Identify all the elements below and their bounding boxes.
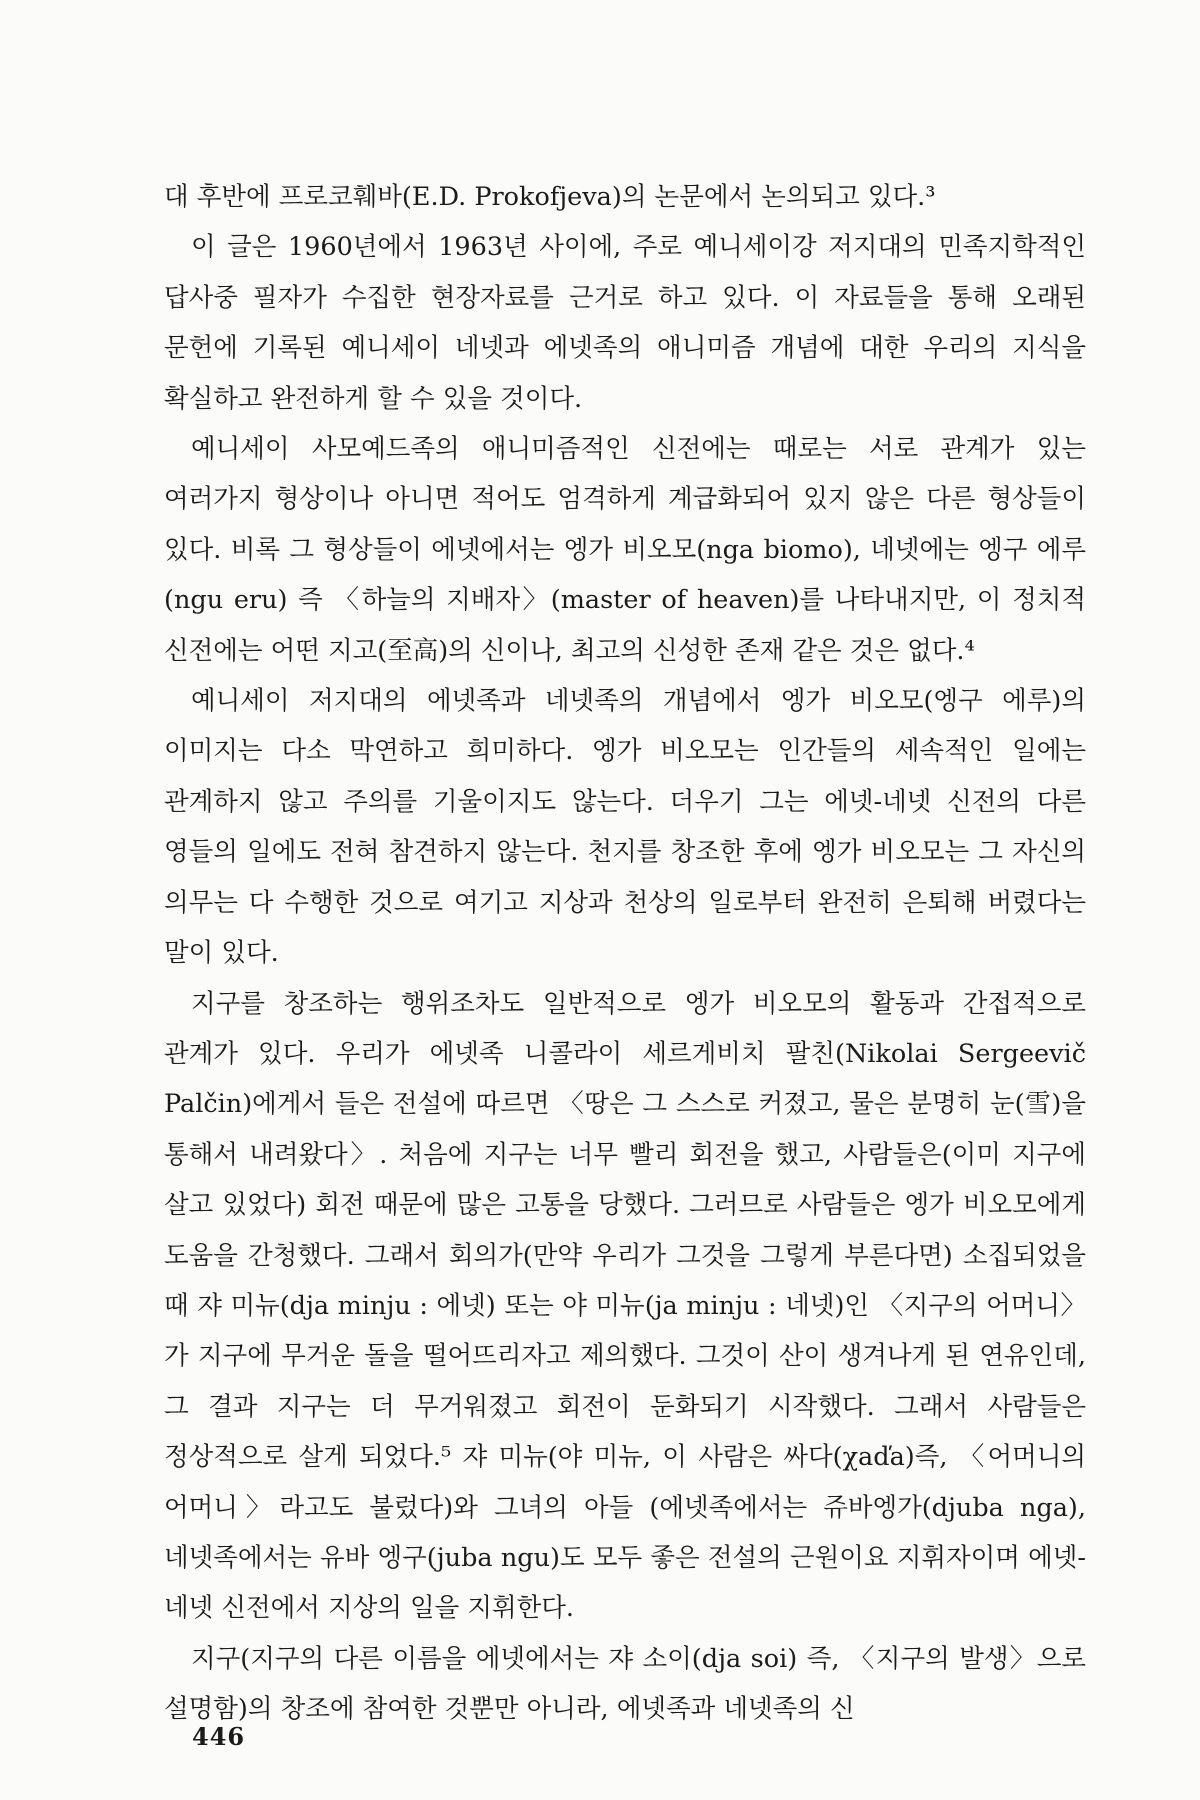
- paragraph: 이 글은 1960년에서 1963년 사이에, 주로 예니세이강 저지대의 민족지학적인 답사중 필자가 수집한 현장자료를 근거로 하고 있다. 이 자료들을 통해 오래된 문헌에 기록된 예니세이 네넷과 에넷족의 애니미즘 개념에 대한 우리의 지식을 확실하고 완전하게 할 수 있을 것이다.: [164, 232, 1086, 414]
- paragraph: 예니세이 사모예드족의 애니미즘적인 신전에는 때로는 서로 관계가 있는 여러가지 형상이나 아니면 적어도 엄격하게 계급화되어 있지 않은 다른 형상들이 있다. 비록 그 형상들이 에넷에서는 엥가 비오모(nga biomo), 네넷에는 엥구 에루(ngu eru) 즉 〈하늘의 지배자〉(master of heaven)를 나타내지만, 이 정치적 신전에는 어떤 지고(至高)의 신이나, 최고의 신성한 존재 같은 것은 없다.⁴: [164, 434, 1086, 666]
- paragraph-continuation: 대 후반에 프로코훼바(E.D. Prokofjeva)의 논문에서 논의되고 있다.³: [164, 182, 936, 212]
- paragraph: 예니세이 저지대의 에넷족과 네넷족의 개념에서 엥가 비오모(엥구 에루)의 이미지는 다소 막연하고 희미하다. 엥가 비오모는 인간들의 세속적인 일에는 관계하지 않고 주의를 기울이지도 않는다. 더우기 그는 에넷-네넷 신전의 다른 영들의 일에도 전혀 참견하지 않는다. 천지를 창조한 후에 엥가 비오모는 그 자신의 의무는 다 수행한 것으로 여기고 지상과 천상의 일로부터 완전히 은퇴해 버렸다는 말이 있다.: [164, 686, 1086, 969]
- body-text: [164, 172, 1086, 1735]
- paragraph-continues: 지구(지구의 다른 이름을 에넷에서는 쟈 소이(dja soi) 즉, 〈지구의 발생〉으로 설명함)의 창조에 참여한 것뿐만 아니라, 에넷족과 네넷족의 신: [164, 1643, 1086, 1725]
- paragraph: 지구를 창조하는 행위조차도 일반적으로 엥가 비오모의 활동과 간접적으로 관계가 있다. 우리가 에넷족 니콜라이 세르게비치 팔친(Nikolai Sergeevič Palčin)에게서 들은 전설에 따르면 〈땅은 그 스스로 커졌고, 물은 분명히 눈(雪)을 통해서 내려왔다〉. 처음에 지구는 너무 빨리 회전을 했고, 사람들은(이미 지구에 살고 있었다) 회전 때문에 많은 고통을 당했다. 그러므로 사람들은 엥가 비오모에게 도움을 간청했다. 그래서 회의가(만약 우리가 그것을 그렇게 부른다면) 소집되었을 때 쟈 미뉴(dja minju : 에넷) 또는 야 미뉴(ja minju : 네넷)인 〈지구의 어머니〉가 지구에 무거운 돌을 떨어뜨리자고 제의했다. 그것이 산이 생겨나게 된 연유인데, 그 결과 지구는 더 무거워졌고 회전이 둔화되기 시작했다. 그래서 사람들은 정상적으로 살게 되었다.⁵ 쟈 미뉴(야 미뉴, 이 사람은 싸다(χaďa)즉, 〈어머니의 어머니〉라고도 불렀다)와 그녀의 아들 (에넷족에서는 쥬바엥가(djuba nga), 네넷족에서는 유바 엥구(juba ngu)도 모두 좋은 전설의 근원이요 지휘자이며 에넷-네넷 신전에서 지상의 일을 지휘한다.: [164, 988, 1086, 1624]
- page-number: 446: [192, 1722, 246, 1751]
